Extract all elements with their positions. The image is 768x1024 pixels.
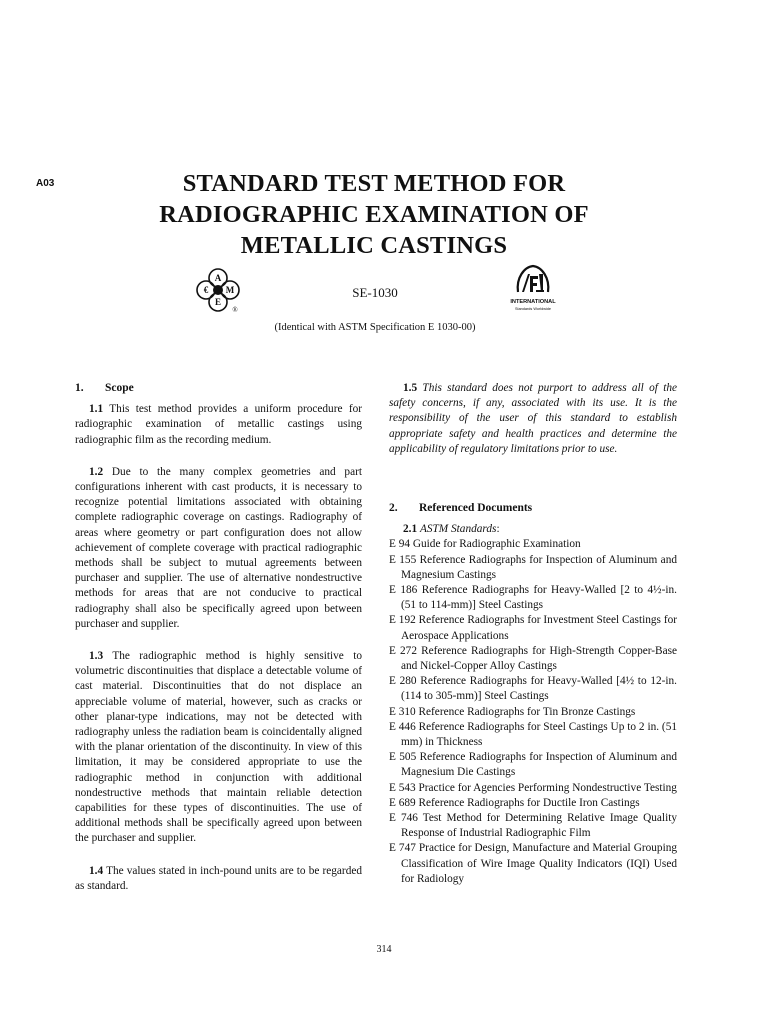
- section-title: Referenced Documents: [419, 502, 533, 515]
- paragraph-1-5: [389, 381, 677, 457]
- section-number: 2.: [389, 502, 398, 515]
- paragraph-number: 1.2: [89, 465, 104, 478]
- section-title: Scope: [105, 382, 134, 394]
- paragraph-text: The radiographic method is highly sensitive to volumetric discontinuities that displace a detectable volume of cast material. Discontinuities that do not displace an appreciable volume of material, however, such as cracks or other planar-type indications, may not be detected with radiography unless the radiation beam is coincidentally aligned with the planar orientation of the discontinuity. In view of this limitation, it may be considered appropriate to use the radiographic method in conjunction with additional nondestructive methods that maintain reliable detection capabilities for these types of discontinuities. The use of additional methods shall be specifically agreed upon between the purchaser and supplier.: [75, 650, 362, 845]
- identical-note: (Identical with ASTM Specification E 1030-00): [274, 322, 476, 333]
- standards-heading-colon: :: [496, 523, 500, 536]
- logo-tagline-text: Standards Worldwide: [514, 307, 552, 311]
- paragraph-text: The values stated in inch-pound units are to be regarded as standard.: [75, 864, 363, 892]
- right-column: [389, 381, 677, 887]
- paragraph-number: 2.1: [403, 523, 418, 536]
- paragraph-1-2: [75, 465, 362, 632]
- standards-heading-text: ASTM Standards: [419, 523, 497, 536]
- reference-item: E 155 Reference Radiographs for Inspection of Aluminum and Magnesium Castings: [389, 553, 677, 581]
- page-number: 314: [376, 944, 392, 955]
- paragraph-text: This test method provides a uniform procedure for radiographic examination of metallic castings using radiographic film as the recording medium.: [75, 403, 363, 446]
- reference-item: E 746 Test Method for Determining Relative Image Quality Response of Industrial Radiographic Film: [389, 812, 677, 840]
- paragraph-number: 1.1: [89, 403, 104, 416]
- left-column: [75, 381, 362, 911]
- section-heading-referenced-documents: [389, 501, 677, 516]
- reference-item: E 310 Reference Radiographs for Tin Bronze Castings: [389, 705, 636, 718]
- paragraph-1-4: [75, 864, 362, 894]
- title-line-1: STANDARD TEST METHOD FOR: [182, 170, 566, 197]
- astm-standards-heading: [389, 522, 677, 537]
- paragraph-1-3: [75, 649, 362, 847]
- reference-item: E 689 Reference Radiographs for Ductile Iron Castings: [389, 796, 640, 809]
- reference-list: [389, 537, 677, 887]
- paragraph-number: 1.5: [403, 382, 418, 394]
- section-number: 1.: [75, 382, 84, 394]
- document-title: [150, 168, 598, 261]
- astm-international-icon: [510, 262, 556, 314]
- paragraph-1-1: [75, 402, 362, 448]
- reference-item: E 192 Reference Radiographs for Investment Steel Castings for Aerospace Applications: [389, 614, 677, 642]
- paragraph-text: Due to the many complex geometries and part configurations inherent with cast products, it is necessary to recognize potential limitations associated with obtaining complete radiographic coverage on castings. Radiography of areas where geometry or part configuration does not allow achievement of complete coverage with practical radiographic methods shall be subject to mutual agreements between purchaser and supplier. The use of alternative nondestructive methods for areas that are not conducive to practical radiography shall also be specifically agreed upon between purchaser and supplier.: [75, 465, 362, 630]
- title-line-3: METALLIC CASTINGS: [240, 232, 508, 259]
- asme-cloverleaf-icon: [194, 266, 242, 314]
- reference-item: E 272 Reference Radiographs for High-Strength Copper-Base and Nickel-Copper Alloy Castings: [389, 644, 677, 673]
- logo-letter-top: A: [214, 273, 222, 283]
- paragraph-text: This standard does not purport to address all of the safety concerns, if any, associated with its use. It is the responsibility of the user of this standard to establish appropriate safety and health practices and determine the applicability of regulatory limitations prior to use.: [389, 382, 677, 455]
- reference-item: E 747 Practice for Design, Manufacture and Material Grouping Classification of Wire Image Quality Indicators (IQI) Used for Radiology: [389, 842, 677, 885]
- paragraph-number: 1.4: [89, 864, 104, 877]
- section-heading-scope: [75, 381, 362, 396]
- logo-letter-bottom: E: [214, 297, 222, 307]
- reference-item: E 505 Reference Radiographs for Inspection of Aluminum and Magnesium Die Castings: [389, 751, 677, 779]
- svg-text:€: €: [203, 285, 209, 295]
- registered-mark: ®: [232, 306, 238, 314]
- reference-item: E 186 Reference Radiographs for Heavy-Walled [2 to 4½-in. (51 to 114-mm)] Steel Castings: [389, 584, 677, 612]
- reference-item: E 446 Reference Radiographs for Steel Castings Up to 2 in. (51 mm) in Thickness: [389, 720, 677, 749]
- margin-revision-code: A03: [36, 178, 55, 189]
- title-line-2: RADIOGRAPHIC EXAMINATION OF: [159, 201, 589, 228]
- logo-letter-right: M: [225, 285, 235, 295]
- paragraph-number: 1.3: [89, 650, 104, 663]
- document-code: SE-1030: [352, 285, 398, 300]
- reference-item: E 543 Practice for Agencies Performing Nondestructive Testing: [389, 781, 677, 794]
- reference-item: E 280 Reference Radiographs for Heavy-Walled [4½ to 12-in. (114 to 305-mm)] Steel Castings: [389, 675, 677, 703]
- logo-international-text: INTERNATIONAL: [510, 299, 556, 305]
- reference-item: E 94 Guide for Radiographic Examination: [389, 538, 581, 551]
